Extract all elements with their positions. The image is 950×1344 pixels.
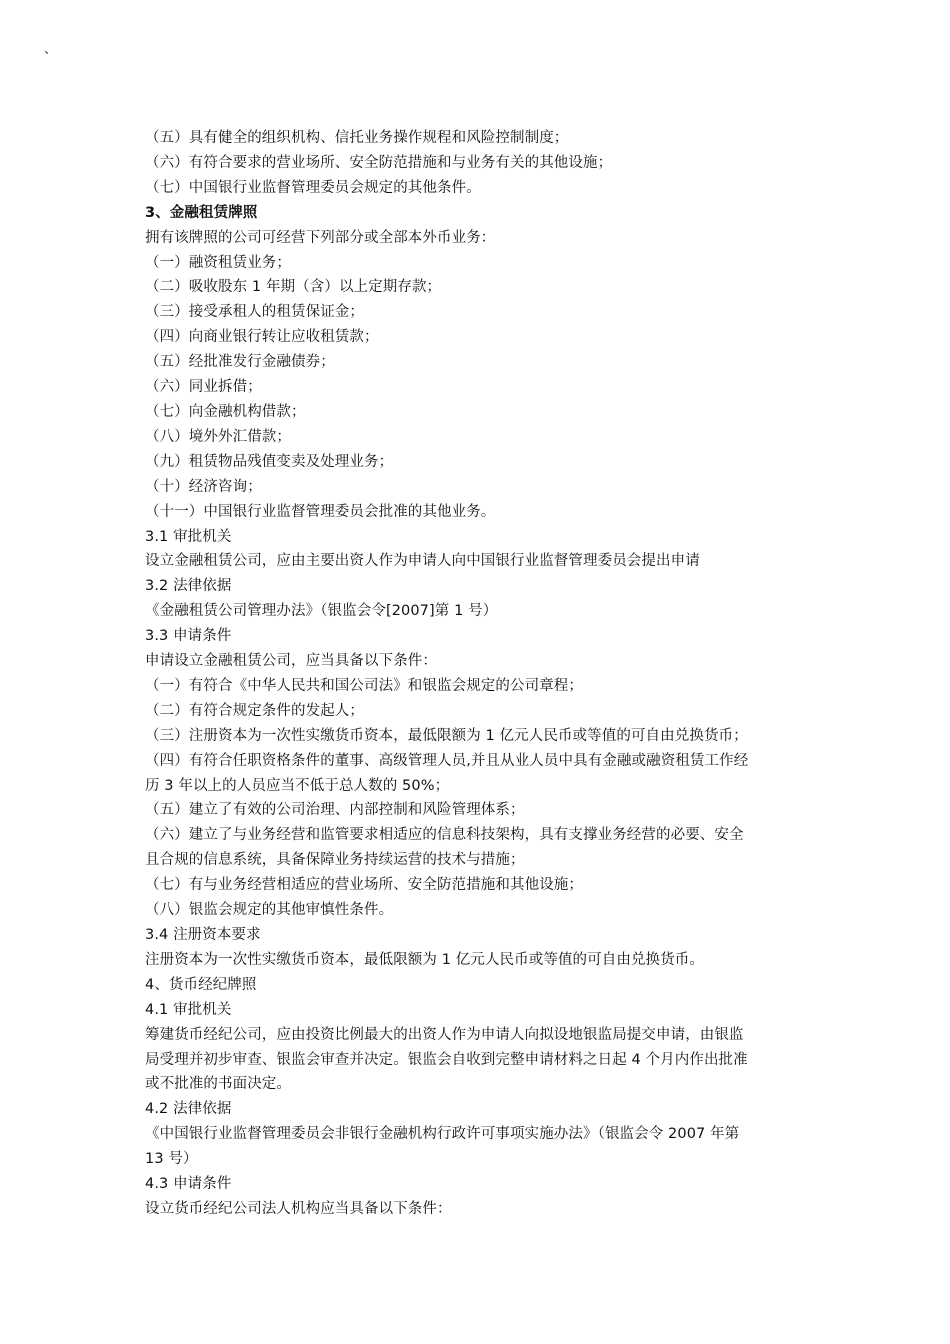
text-line: （七）有与业务经营相适应的营业场所、安全防范措施和其他设施； — [145, 877, 583, 894]
text-line: 且合规的信息系统，具备保障业务持续运营的技术与措施； — [145, 852, 525, 869]
text-line: （五）经批准发行金融债券； — [145, 354, 335, 371]
text-line: 13 号） — [145, 1151, 198, 1168]
text-line: 《中国银行业监督管理委员会非银行金融机构行政许可事项实施办法》（银监会令 2007 年第 — [145, 1126, 740, 1143]
text-line: 3.1 审批机关 — [145, 528, 232, 545]
corner-mark: 、 — [44, 42, 58, 57]
text-line: （四）向商业银行转让应收租赁款； — [145, 329, 379, 346]
text-line: （二）吸收股东 1 年期（含）以上定期存款； — [145, 279, 442, 296]
text-line: （十一）中国银行业监督管理委员会批准的其他业务。 — [145, 503, 496, 520]
text-line: 4.2 法律依据 — [145, 1101, 232, 1118]
text-line: 申请设立金融租赁公司，应当具备以下条件： — [145, 653, 437, 670]
text-line: 或不批准的书面决定。 — [145, 1076, 291, 1093]
text-line: 4.3 申请条件 — [145, 1176, 232, 1193]
document-body — [145, 126, 810, 1222]
text-line: 历 3 年以上的人员应当不低于总人数的 50%； — [145, 777, 450, 794]
text-line: （十）经济咨询； — [145, 478, 262, 495]
text-line: （三）接受承租人的租赁保证金； — [145, 304, 364, 321]
text-line: 注册资本为一次性实缴货币资本，最低限额为 1 亿元人民币或等值的可自由兑换货币。 — [145, 951, 704, 968]
text-line: 4.1 审批机关 — [145, 1001, 232, 1018]
text-line: （三）注册资本为一次性实缴货币资本，最低限额为 1 亿元人民币或等值的可自由兑换货币； — [145, 727, 748, 744]
text-line: 3.3 申请条件 — [145, 628, 232, 645]
text-line: （六）有符合要求的营业场所、安全防范措施和与业务有关的其他设施； — [145, 154, 613, 171]
text-line: 设立金融租赁公司，应由主要出资人作为申请人向中国银行业监督管理委员会提出申请 — [145, 553, 700, 570]
text-line: 4、货币经纪牌照 — [145, 976, 257, 993]
text-line: （八）银监会规定的其他审慎性条件。 — [145, 902, 394, 919]
text-line: 《金融租赁公司管理办法》（银监会令[2007]第 1 号） — [145, 603, 498, 620]
text-line: （六）建立了与业务经营和监管要求相适应的信息科技架构，具有支撑业务经营的必要、安全 — [145, 827, 744, 844]
text-line: （一）融资租赁业务； — [145, 254, 291, 271]
section-heading: 3、金融租赁牌照 — [145, 204, 258, 221]
text-line: （五）具有健全的组织机构、信托业务操作规程和风险控制制度； — [145, 130, 569, 146]
text-line: 筹建货币经纪公司，应由投资比例最大的出资人作为申请人向拟设地银监局提交申请，由银监 — [145, 1026, 744, 1043]
text-line: （七）中国银行业监督管理委员会规定的其他条件。 — [145, 179, 481, 196]
text-line: （七）向金融机构借款； — [145, 403, 306, 420]
text-line: 3.4 注册资本要求 — [145, 927, 261, 943]
text-line: （四）有符合任职资格条件的董事、高级管理人员,并且从业人员中具有金融或融资租赁工作经 — [145, 752, 749, 769]
text-line: （二）有符合规定条件的发起人； — [145, 702, 364, 719]
text-line: 拥有该牌照的公司可经营下列部分或全部本外币业务： — [145, 229, 496, 246]
text-line: 设立货币经纪公司法人机构应当具备以下条件： — [145, 1200, 452, 1217]
text-line: 局受理并初步审查、银监会审查并决定。银监会自收到完整申请材料之日起 4 个月内作出批准 — [145, 1051, 748, 1068]
text-line: 3.2 法律依据 — [145, 578, 232, 595]
text-line: （九）租赁物品残值变卖及处理业务； — [145, 453, 394, 470]
text-line: （六）同业拆借； — [145, 379, 262, 396]
text-line: （五）建立了有效的公司治理、内部控制和风险管理体系； — [145, 802, 525, 819]
text-line: （八）境外外汇借款； — [145, 428, 291, 445]
text-line: （一）有符合《中华人民共和国公司法》和银监会规定的公司章程； — [145, 677, 583, 694]
